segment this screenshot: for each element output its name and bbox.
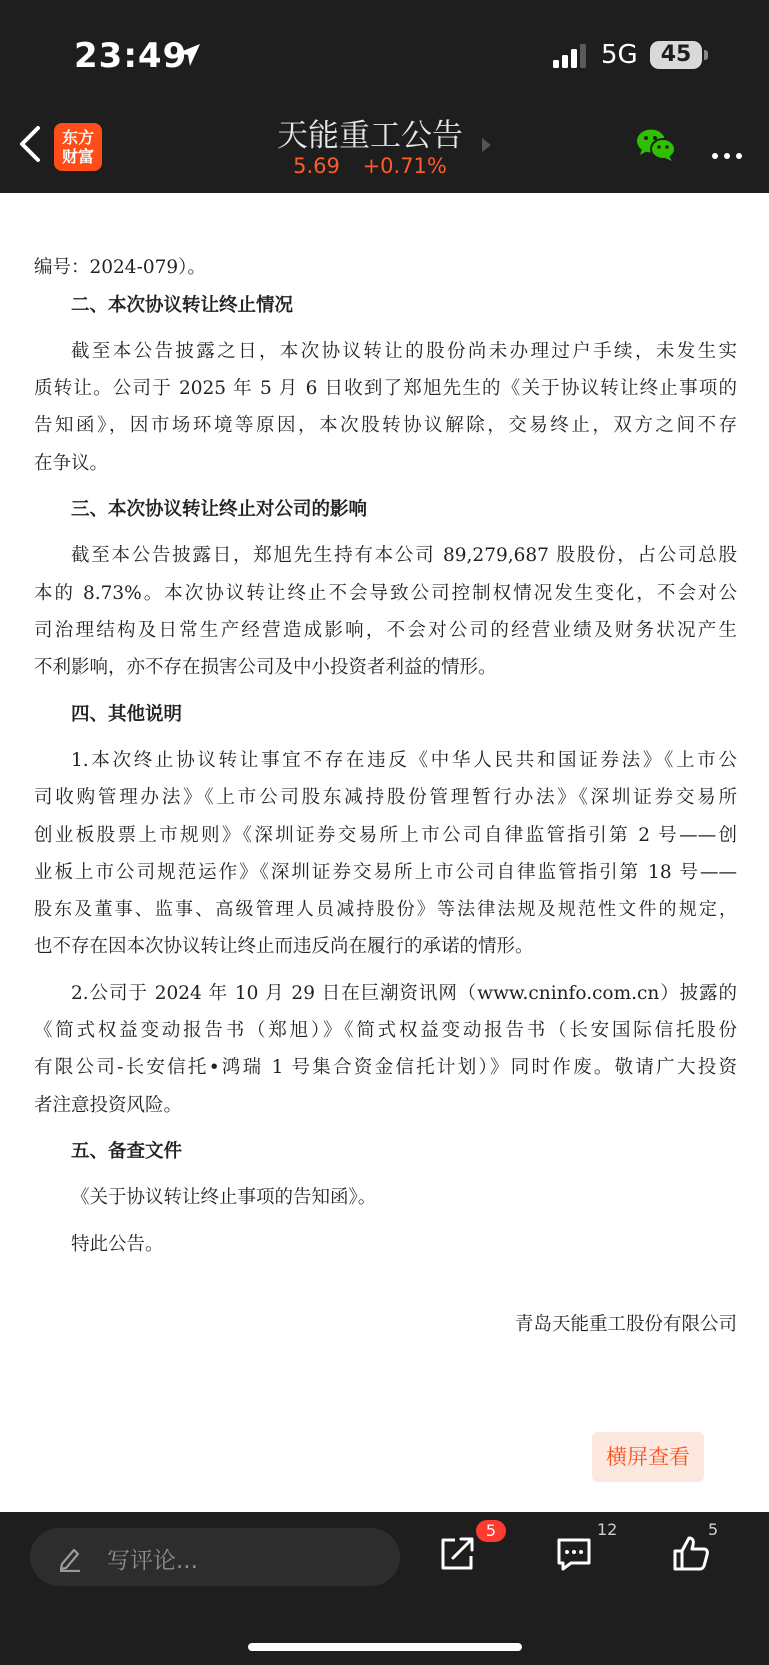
- company-signature: 青岛天能重工股份有限公司: [514, 1314, 737, 1335]
- pencil-icon: [56, 1544, 84, 1572]
- logo-line-2: 财富: [61, 147, 94, 166]
- text-line: 质转让。公司于 2025 年 5 月 6 日收到了郑旭先生的《关于协议转让终止事项的: [34, 378, 737, 399]
- stock-quote[interactable]: [200, 154, 540, 178]
- status-bar: [0, 0, 769, 100]
- text-line: 有限公司-长安信托•鸿瑞 1 号集合资金信托计划）》同时作废。敬请广大投资: [34, 1057, 737, 1078]
- text-line: 截至本公告披露之日，本次协议转让的股份尚未办理过户手续，未发生实: [71, 341, 737, 362]
- status-time: 23:49: [74, 36, 188, 76]
- text-line: 在争议。: [34, 453, 109, 474]
- section-heading: 三、本次协议转让终止对公司的影响: [71, 499, 368, 520]
- text-line: 告知函》，因市场环境等原因，本次股转协议解除，交易终止，双方之间不存: [34, 415, 737, 436]
- section-heading: 二、本次协议转让终止情况: [71, 295, 294, 316]
- back-arrow-icon[interactable]: [16, 124, 46, 164]
- text-line: 也不存在因本次协议转让终止而违反尚在履行的承诺的情形。: [34, 936, 534, 957]
- text-line: 司收购管理办法》《上市公司股东减持股份管理暂行办法》《深圳证券交易所: [34, 787, 737, 808]
- text-line: 者注意投资风险。: [34, 1095, 183, 1116]
- cellular-signal-icon: [553, 44, 593, 68]
- app-logo[interactable]: [54, 123, 102, 171]
- stock-price: 5.69: [293, 154, 340, 178]
- share-icon[interactable]: [437, 1534, 477, 1574]
- home-indicator[interactable]: [248, 1643, 522, 1651]
- text-line: 2.公司于 2024 年 10 月 29 日在巨潮资讯网（www.cninfo.com.cn）披露的: [71, 983, 737, 1004]
- stock-change: +0.71%: [362, 154, 447, 178]
- section-heading: 四、其他说明: [71, 704, 183, 725]
- battery-indicator: 45: [650, 41, 702, 69]
- text-line: 《简式权益变动报告书（郑旭）》《简式权益变动报告书（长安国际信托股份: [34, 1020, 737, 1041]
- wechat-share-icon[interactable]: [636, 128, 676, 162]
- battery-tip: [704, 50, 708, 60]
- text-line: 编号：2024-079）。: [34, 257, 206, 278]
- section-heading: 五、备查文件: [71, 1141, 183, 1162]
- nav-bar: [0, 100, 769, 193]
- text-line: 本的 8.73%。本次协议转让终止不会导致公司控制权情况发生变化，不会对公: [34, 583, 737, 604]
- text-line: 司治理结构及日常生产经营造成影响，不会对公司的经营业绩及财务状况产生: [34, 620, 737, 641]
- text-line: 业板上市公司规范运作》《深圳证券交易所上市公司自律监管指引第 18 号——: [34, 862, 737, 883]
- like-count: 5: [708, 1520, 719, 1539]
- text-line: 不利影响，亦不存在损害公司及中小投资者利益的情形。: [34, 657, 497, 678]
- location-arrow-icon: [176, 42, 202, 68]
- text-line: 《关于协议转让终止事项的告知函》。: [71, 1187, 377, 1208]
- text-line: 特此公告。: [71, 1234, 164, 1255]
- landscape-view-button[interactable]: 横屏查看: [592, 1432, 704, 1482]
- share-count-badge: 5: [476, 1520, 506, 1542]
- comment-placeholder: 写评论...: [107, 1548, 198, 1574]
- network-type: 5G: [601, 40, 638, 70]
- text-line: 创业板股票上市规则》《深圳证券交易所上市公司自律监管指引第 2 号——创: [34, 825, 737, 846]
- text-line: 截至本公告披露日，郑旭先生持有本公司 89,279,687 股股份，占公司总股: [71, 545, 737, 566]
- logo-line-1: 东方: [61, 128, 94, 147]
- comment-input[interactable]: [30, 1528, 400, 1586]
- text-line: 股东及董事、监事、高级管理人员减持股份》等法律法规及规范性文件的规定，: [34, 899, 737, 920]
- text-line: 1.本次终止协议转让事宜不存在违反《中华人民共和国证券法》《上市公: [71, 750, 737, 771]
- page-title[interactable]: 天能重工公告: [277, 118, 463, 154]
- comment-count: 12: [597, 1520, 618, 1539]
- expand-triangle-icon[interactable]: [482, 138, 491, 152]
- thumbs-up-icon[interactable]: [671, 1534, 711, 1574]
- more-options-icon[interactable]: [712, 144, 748, 163]
- comment-icon[interactable]: [554, 1534, 594, 1574]
